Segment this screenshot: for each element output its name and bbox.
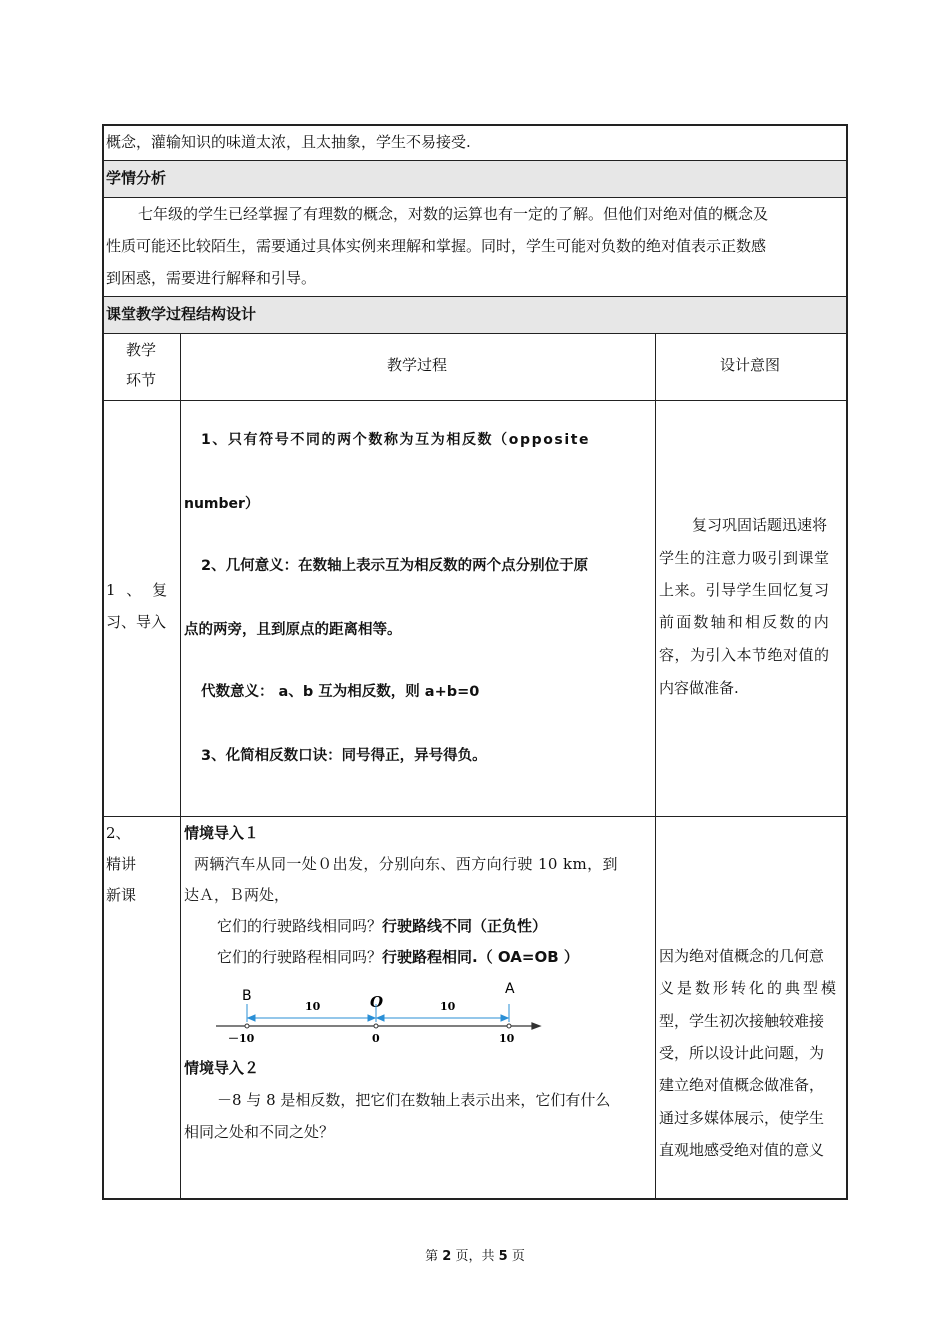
row1-intent-line: 容，为引入本节绝对值的 xyxy=(659,646,830,664)
row2-intent-line: 受，所以设计此问题，为 xyxy=(659,1044,825,1062)
header-intent: 设计意图 xyxy=(720,356,781,374)
row2-intent-line: 建立绝对值概念做准备， xyxy=(659,1076,825,1094)
question-1-text: 它们的行驶路线相同吗？ xyxy=(217,917,383,935)
row2-intent-line: 义是数形转化的典型模 xyxy=(659,979,840,997)
scene1-title: 情境导入１ xyxy=(184,824,260,842)
label-o: O xyxy=(370,993,384,1011)
tick-left: －10 xyxy=(228,1032,255,1045)
student-analysis-title: 学情分析 xyxy=(106,169,167,187)
scene2-line: 相同之处和不同之处？ xyxy=(184,1123,335,1141)
scene2-title: 情境导入２ xyxy=(184,1059,260,1077)
row2-stage-line1: 2、 xyxy=(106,824,131,842)
question-1-answer: 行驶路线不同（正负性） xyxy=(382,917,548,935)
row2-intent-line: 通过多媒体展示，使学生 xyxy=(659,1109,825,1127)
row1-process-line: 1、只有符号不同的两个数称为互为相反数（opposite xyxy=(201,432,591,448)
row1-process-line: number） xyxy=(184,496,259,512)
header-stage-line1: 教学 xyxy=(126,341,157,359)
row1-process-line: 3、化简相反数口诀：同号得正，异号得负。 xyxy=(201,748,487,764)
process-design-title: 课堂教学过程结构设计 xyxy=(106,305,257,323)
footer-suffix: 页 xyxy=(511,1249,525,1264)
row2-stage-line2: 精讲 xyxy=(106,855,137,873)
tick-mid: 0 xyxy=(372,1032,380,1045)
footer-prefix: 第 xyxy=(425,1249,439,1264)
number-line-figure xyxy=(210,980,550,1050)
student-analysis-header-bg xyxy=(104,161,846,197)
row1-process-line: 点的两旁，且到原点的距离相等。 xyxy=(184,622,402,638)
distance-left: 10 xyxy=(305,1000,321,1013)
scene1-line: 两辆汽车从同一处０出发，分别向东、西方向行驶 10 km，到 xyxy=(194,855,618,873)
row1-stage-line1: 1 、 复 xyxy=(106,581,171,599)
row1-intent-line: 学生的注意力吸引到课堂 xyxy=(659,549,830,567)
row1-intent-line: 内容做准备. xyxy=(659,679,739,697)
footer-total-pages: 5 xyxy=(498,1249,508,1264)
question-2-text: 它们的行驶路程相同吗？ xyxy=(217,948,383,966)
row1-intent-line: 前面数轴和相反数的内 xyxy=(659,613,832,631)
label-a: A xyxy=(505,981,515,997)
label-b: B xyxy=(242,988,252,1004)
question-1 xyxy=(217,910,547,943)
row2-intent-line: 因为绝对值概念的几何意 xyxy=(659,947,825,965)
tick-right: 10 xyxy=(499,1032,515,1045)
question-2 xyxy=(217,941,579,974)
distance-right: 10 xyxy=(440,1000,456,1013)
row1-intent-line: 上来。引导学生回忆复习 xyxy=(659,581,830,599)
question-2-answer: 行驶路程相同.（ OA=OB ） xyxy=(382,948,579,966)
footer-page-number: 2 xyxy=(442,1249,452,1264)
row2-intent-line: 型，学生初次接触较难接 xyxy=(659,1012,825,1030)
student-analysis-line: 性质可能还比较陌生，需要通过具体实例来理解和掌握。同时，学生可能对负数的绝对值表示正数感 xyxy=(106,237,767,255)
row1-intent-line: 复习巩固话题迅速将 xyxy=(692,516,828,534)
row2-stage-line3: 新课 xyxy=(106,886,137,904)
scene2-line: －8 与 8 是相反数，把它们在数轴上表示出来，它们有什么 xyxy=(217,1091,611,1109)
row1-stage-line2: 习、导入 xyxy=(106,613,167,631)
row2-intent-line: 直观地感受绝对值的意义 xyxy=(659,1141,825,1159)
page-footer xyxy=(0,1245,950,1264)
student-analysis-line: 七年级的学生已经掌握了有理数的概念，对数的运算也有一定的了解。但他们对绝对值的概念及 xyxy=(138,205,769,223)
header-process: 教学过程 xyxy=(387,356,448,374)
student-analysis-line: 到困惑，需要进行解释和引导。 xyxy=(106,269,317,287)
row1-process-line: 2、几何意义：在数轴上表示互为相反数的两个点分别位于原 xyxy=(201,558,589,574)
intro-text: 概念，灌输知识的味道太浓，且太抽象，学生不易接受. xyxy=(106,133,471,151)
footer-mid: 页，共 xyxy=(455,1249,495,1264)
scene1-line: 达Ａ，Ｂ两处， xyxy=(184,886,290,904)
row1-process-line: 代数意义： a、b 互为相反数，则 a+b=0 xyxy=(201,684,480,700)
header-stage-line2: 环节 xyxy=(126,371,157,389)
